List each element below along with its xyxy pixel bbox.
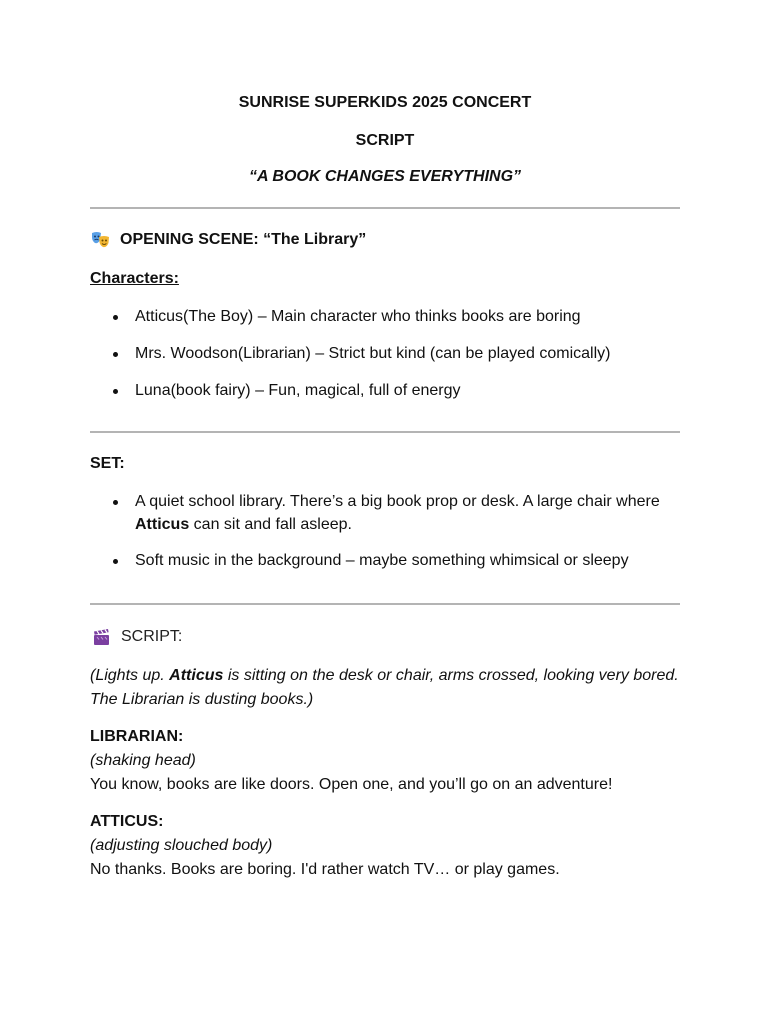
speaker-name: LIBRARIAN: [90, 728, 184, 745]
dialogue-block [90, 725, 680, 797]
clapper-board-icon [92, 628, 112, 646]
opening-scene-heading [90, 230, 366, 250]
list-item [90, 305, 690, 328]
set-list [90, 490, 690, 585]
characters-label: Characters: [90, 270, 179, 287]
play-title: “A BOOK CHANGES EVERYTHING” [248, 168, 522, 185]
character-librarian: Mrs. Woodson(Librarian) – Strict but kind (can be played comically) [135, 345, 611, 362]
set-music: Soft music in the background – maybe something whimsical or sleepy [135, 552, 629, 569]
script-section-label: SCRIPT: [121, 628, 183, 645]
bullet-icon [113, 500, 118, 505]
set-description: A quiet school library. There’s a big book prop or desk. A large chair where Atticus can sit and fall asleep. [135, 493, 660, 533]
parenthetical: (adjusting slouched body) [90, 837, 273, 854]
divider [90, 207, 680, 209]
character-atticus: Atticus(The Boy) – Main character who thinks books are boring [135, 308, 581, 325]
bullet-icon [113, 559, 118, 564]
list-item [90, 379, 690, 402]
document-page [90, 0, 680, 1024]
list-item [90, 549, 690, 572]
speaker-name: ATTICUS: [90, 813, 164, 830]
character-luna: Luna(book fairy) – Fun, magical, full of energy [135, 382, 461, 399]
list-item [90, 490, 690, 536]
parenthetical: (shaking head) [90, 752, 196, 769]
dialogue-block [90, 810, 680, 882]
script-heading: SCRIPT [355, 132, 415, 149]
concert-title: SUNRISE SUPERKIDS 2025 CONCERT [238, 94, 532, 111]
bullet-icon [113, 389, 118, 394]
atticus-name: Atticus [169, 667, 224, 684]
characters-list [90, 305, 690, 416]
divider [90, 431, 680, 433]
atticus-name: Atticus [135, 516, 190, 533]
set-label: SET: [90, 455, 125, 472]
bullet-icon [113, 315, 118, 320]
divider [90, 603, 680, 605]
opening-scene-label: OPENING SCENE: “The Library” [120, 231, 367, 248]
performing-arts-masks-icon [90, 231, 112, 249]
dialogue-line: No thanks. Books are boring. I'd rather watch TV… or play games. [90, 861, 560, 878]
script-section-heading [90, 627, 182, 647]
bullet-icon [113, 352, 118, 357]
stage-direction: (Lights up. Atticus is sitting on the desk or chair, arms crossed, looking very bored. The Librarian is dusting books.) [90, 667, 679, 708]
list-item [90, 342, 690, 365]
dialogue-line: You know, books are like doors. Open one, and you’ll go on an adventure! [90, 776, 613, 793]
